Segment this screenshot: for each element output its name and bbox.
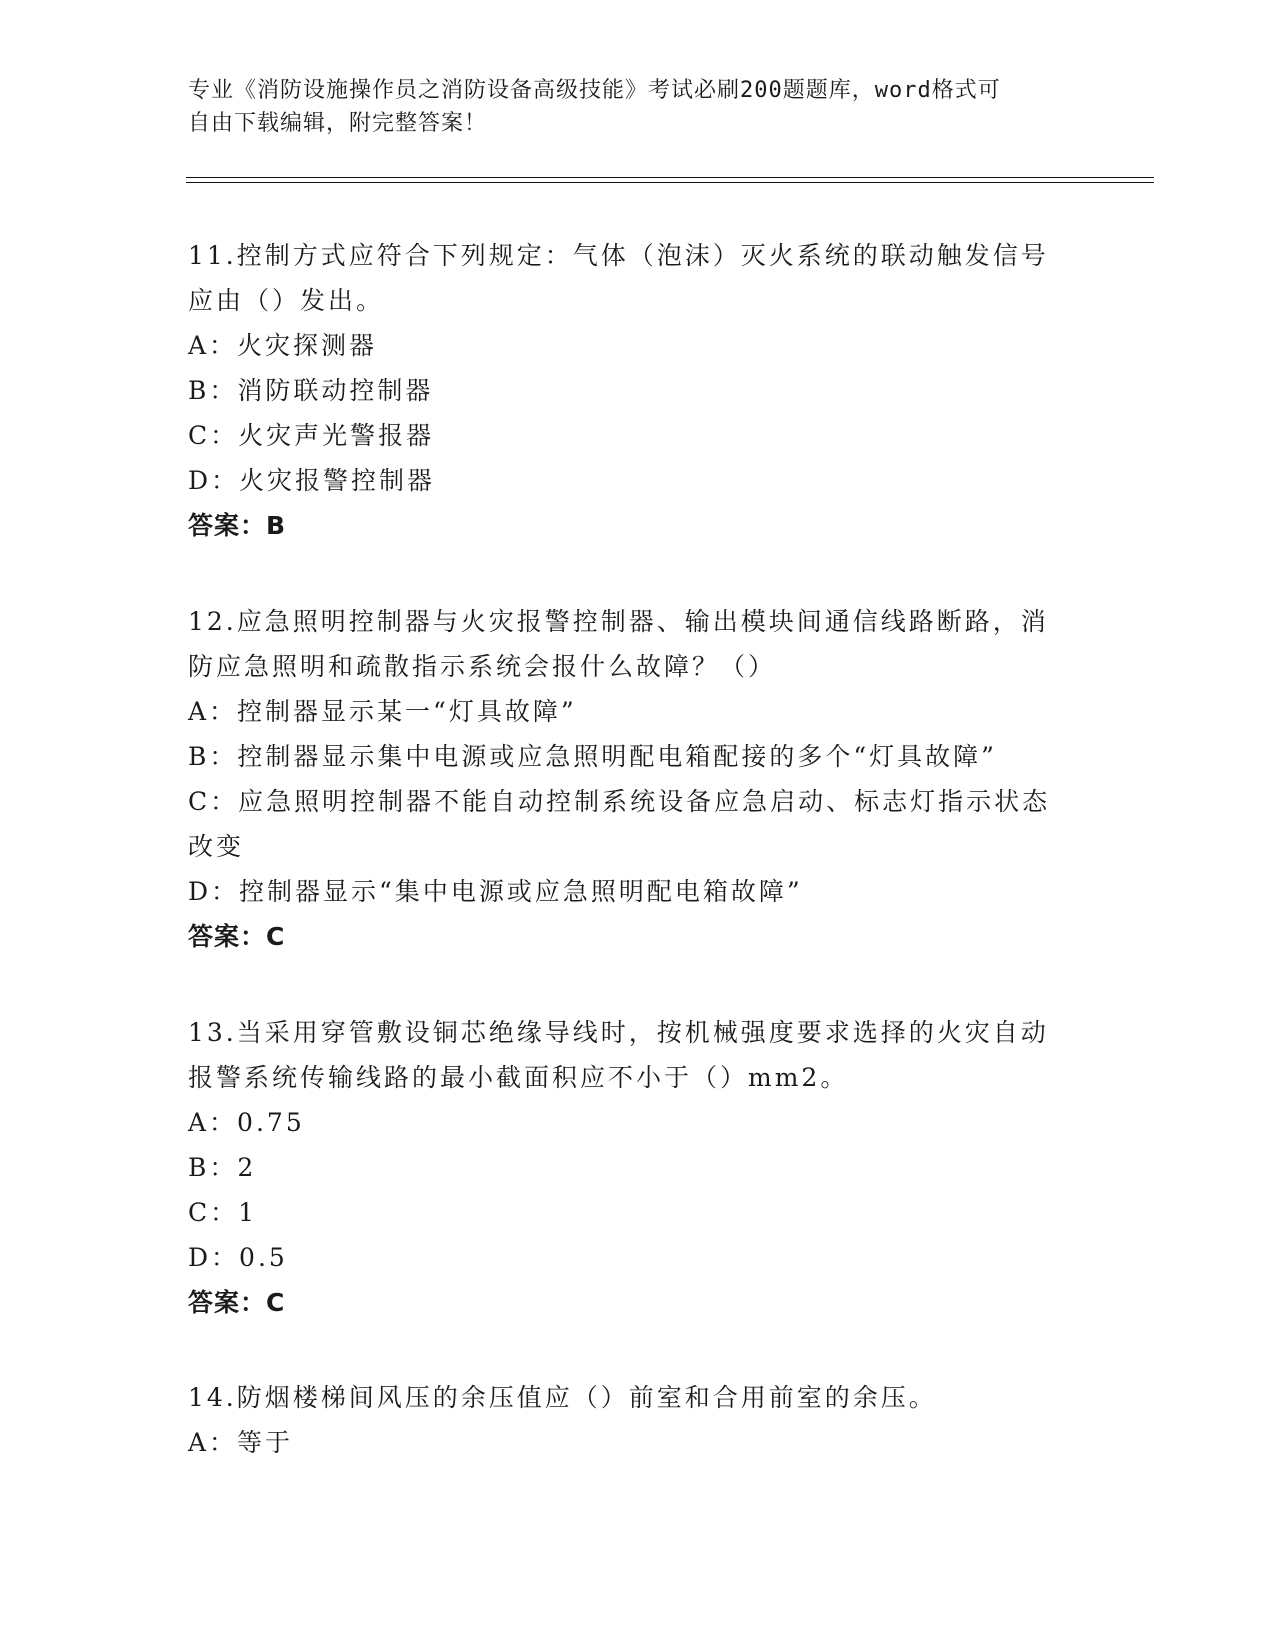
- option-a: A：等于: [188, 1428, 294, 1457]
- header-line-2: 自由下载编辑，附完整答案！: [188, 111, 488, 136]
- question-11: [188, 233, 1088, 548]
- option-c: C：火灾声光警报器: [188, 421, 435, 450]
- answer-label: 答案：C: [188, 1288, 286, 1317]
- question-stem-line: 13.当采用穿管敷设铜芯绝缘导线时，按机械强度要求选择的火灾自动: [188, 1018, 1049, 1047]
- option-c: C：1: [188, 1198, 258, 1227]
- question-stem-line: 应由（）发出。: [188, 286, 385, 315]
- option-b: B：2: [188, 1153, 257, 1182]
- answer-label: 答案：B: [188, 511, 287, 540]
- option-d: D：0.5: [188, 1243, 288, 1272]
- option-d: D：控制器显示“集中电源或应急照明配电箱故障”: [188, 877, 803, 906]
- option-a: A：控制器显示某一“灯具故障”: [188, 697, 577, 726]
- option-b: B：控制器显示集中电源或应急照明配电箱配接的多个“灯具故障”: [188, 742, 997, 771]
- header-divider-top: [186, 177, 1154, 178]
- option-a: A：0.75: [188, 1108, 305, 1137]
- question-stem-line: 12.应急照明控制器与火灾报警控制器、输出模块间通信线路断路，消: [188, 607, 1049, 636]
- question-stem-line: 11.控制方式应符合下列规定：气体（泡沫）灭火系统的联动触发信号: [188, 241, 1049, 270]
- question-14: [188, 1375, 1088, 1465]
- header-divider-bottom: [186, 182, 1154, 183]
- question-stem-line: 报警系统传输线路的最小截面积应不小于（）mm2。: [188, 1063, 849, 1092]
- header-line-1: 专业《消防设施操作员之消防设备高级技能》考试必刷200题题库，word格式可: [188, 78, 1001, 103]
- option-b: B：消防联动控制器: [188, 376, 434, 405]
- question-stem-line: 14.防烟楼梯间风压的余压值应（）前室和合用前室的余压。: [188, 1383, 937, 1412]
- option-c: C：应急照明控制器不能自动控制系统设备应急启动、标志灯指示状态: [188, 787, 1051, 816]
- option-d: D：火灾报警控制器: [188, 466, 436, 495]
- question-12: [188, 599, 1088, 959]
- option-a: A：火灾探测器: [188, 331, 378, 360]
- question-stem-line: 防应急照明和疏散指示系统会报什么故障？（）: [188, 652, 777, 681]
- answer-label: 答案：C: [188, 922, 286, 951]
- question-13: [188, 1010, 1088, 1325]
- option-c-continued: 改变: [188, 832, 245, 861]
- document-header: [188, 74, 1088, 140]
